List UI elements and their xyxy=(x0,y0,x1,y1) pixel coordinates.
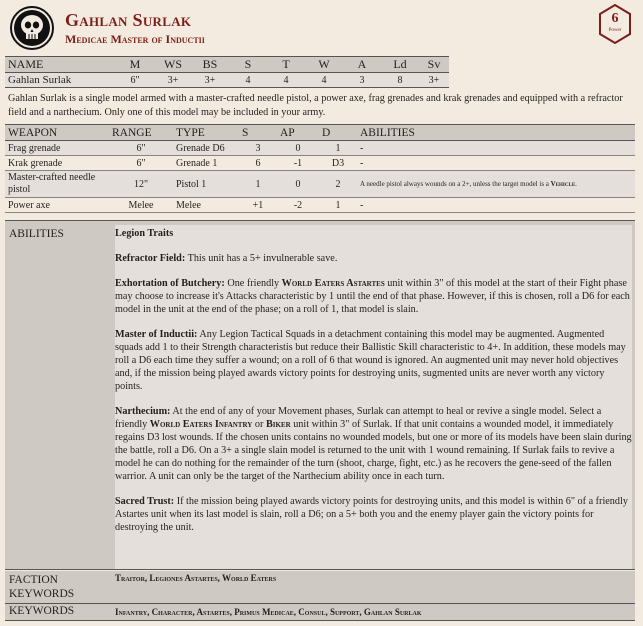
ability-master-of-inductii xyxy=(115,328,632,393)
weapon-header: ABILITIES xyxy=(357,125,635,141)
stat-value: 3+ xyxy=(155,73,191,88)
weapon-strength: 6 xyxy=(239,156,277,171)
abilities-label: ABILITIES xyxy=(9,228,64,240)
weapon-range: Melee xyxy=(109,198,173,213)
stat-header: Ld xyxy=(381,57,419,73)
weapon-row xyxy=(5,198,635,213)
keyword: Biker xyxy=(265,419,291,430)
weapon-range: 6" xyxy=(109,141,173,156)
skull-icon xyxy=(10,3,54,53)
abilities-section xyxy=(5,220,635,570)
weapon-abilities xyxy=(357,171,635,198)
unit-title: Gahlan Surlak xyxy=(65,10,192,30)
ability-refractor-field xyxy=(115,252,632,265)
stat-header: NAME xyxy=(5,57,115,73)
power-rating xyxy=(598,4,632,44)
weapon-name: Krak grenade xyxy=(5,156,109,171)
keyword: World Eaters Infantry xyxy=(149,419,253,430)
weapon-damage: 1 xyxy=(319,198,357,213)
ability-title: Sacred Trust: xyxy=(115,496,175,507)
stat-header: WS xyxy=(155,57,191,73)
stat-header: T xyxy=(267,57,305,73)
stat-value: 4 xyxy=(267,73,305,88)
power-label: Power xyxy=(608,28,622,33)
ability-text: If the mission being played awards victory points for destroying units, and this model is within 6" of a friendly Astartes unit when its last model is slain, roll a D6; on a 5+ both you and the enemy player gain the victory points for destroying the unit. xyxy=(115,496,628,533)
ability-exhortation xyxy=(115,277,632,316)
weapon-damage: D3 xyxy=(319,156,357,171)
weapon-row xyxy=(5,156,635,171)
stat-header: Sv xyxy=(419,57,449,73)
weapon-header: WEAPON xyxy=(5,125,109,141)
weapon-abilities: - xyxy=(357,198,635,213)
stat-header: M xyxy=(115,57,155,73)
stat-header-row xyxy=(5,57,449,73)
ability-text: One friendly xyxy=(224,278,282,289)
stat-row xyxy=(5,73,449,88)
weapon-abilities: - xyxy=(357,156,635,171)
weapon-header-row xyxy=(5,125,635,141)
faction-keywords-label: FACTION KEYWORDS xyxy=(9,574,75,600)
ability-text: This unit has a 5+ invulnerable save. xyxy=(185,253,338,264)
ability-text: Any Legion Tactical Squads in a detachment containing this model may be augmented. Augmented squads add 1 to their Strength characteristis but reduce their Ballistic Skill characteristic to 4+. In addition, these models may roll a D6 each time they suffer a wound; on a roll of 6 that wound is ignored. An augmented unit may never hold objectives and, if the mission being played awards victory points for destroying units, sugmented units are never worth any victory points. xyxy=(115,329,626,392)
keywords-label: KEYWORDS xyxy=(9,605,75,617)
stat-value: 4 xyxy=(305,73,343,88)
ability-title: Master of Inductii: xyxy=(115,329,198,340)
stat-value: 3 xyxy=(343,73,381,88)
weapon-range: 12" xyxy=(109,171,173,198)
stat-value: 3+ xyxy=(419,73,449,88)
stat-value: 3+ xyxy=(191,73,229,88)
weapon-header: RANGE xyxy=(109,125,173,141)
ability-narthecium xyxy=(115,405,632,483)
stat-header: S xyxy=(229,57,267,73)
weapon-ap: -1 xyxy=(277,156,319,171)
weapon-strength: 1 xyxy=(239,171,277,198)
weapon-type: Grenade 1 xyxy=(173,156,239,171)
keywords-value: Infantry, Character, Astartes, Primus Medicae, Consul, Support, Gahlan Surlak xyxy=(115,607,422,617)
stat-value: 4 xyxy=(229,73,267,88)
weapon-ap: 0 xyxy=(277,171,319,198)
weapon-range: 6" xyxy=(109,156,173,171)
ability-text: . xyxy=(575,180,577,188)
keywords-row xyxy=(5,604,635,621)
stat-value: 8 xyxy=(381,73,419,88)
weapon-row xyxy=(5,171,635,198)
weapon-row xyxy=(5,141,635,156)
ability-legion-traits xyxy=(115,227,632,240)
keyword: World Eaters Astartes xyxy=(281,278,385,289)
stat-header: BS xyxy=(191,57,229,73)
weapon-type: Grenade D6 xyxy=(173,141,239,156)
ability-title: Refractor Field: xyxy=(115,253,186,264)
weapon-header: AP xyxy=(277,125,319,141)
weapon-ap: 0 xyxy=(277,141,319,156)
stat-profile-table xyxy=(5,56,449,88)
ability-text: At the end of any of your Movement phases, Surlak can attempt to heal or revive a single model. Select a friendly xyxy=(115,406,602,430)
weapon-name: Master-crafted needle pistol xyxy=(5,171,109,198)
abilities-body xyxy=(115,225,632,569)
weapon-type: Melee xyxy=(173,198,239,213)
power-value: 6 xyxy=(611,11,619,26)
stat-value: Gahlan Surlak xyxy=(5,73,115,88)
keyword: Vehicle xyxy=(550,180,576,188)
ability-text: or xyxy=(252,419,266,430)
weapon-damage: 1 xyxy=(319,141,357,156)
weapon-type: Pistol 1 xyxy=(173,171,239,198)
weapon-damage: 2 xyxy=(319,171,357,198)
weapon-ap: -2 xyxy=(277,198,319,213)
weapon-strength: 3 xyxy=(239,141,277,156)
ability-sacred-trust xyxy=(115,495,632,534)
stat-header: A xyxy=(343,57,381,73)
weapon-header: TYPE xyxy=(173,125,239,141)
faction-keywords-row xyxy=(5,571,635,604)
ability-title: Legion Traits xyxy=(115,228,174,239)
ability-text: unit within 3" of Surlak. If that unit contains a wounded model, it immediately regains D3 lost wounds. If the chosen units contains no wounded models, but one or more of its models have been slain during the battle, roll a D6. On a 3+ a single slain model is returned to the unit with 1 wound remaining. If Surlak fails to revive a model he can do nothing for the remainder of the turn (shoot, charge, fight, etc.) as he recovers the gene-seed of the fallen warrior. A unit can only be the target of the Narthecium ability once in each turn. xyxy=(115,419,632,482)
weapon-abilities: - xyxy=(357,141,635,156)
stat-header: W xyxy=(305,57,343,73)
weapons-table xyxy=(5,124,635,213)
weapon-name: Frag grenade xyxy=(5,141,109,156)
ability-text: unit within 3" of this model at the start of their Fight phase may choose to increase it's Attacks characteristic by 1 until the end of that phase. However, if this is chosen, roll a D6 for each model in the unit at the end of the phase; on a roll of 1, that model is slain. xyxy=(115,278,630,315)
weapon-name: Power axe xyxy=(5,198,109,213)
unit-subtitle: Medicae Master of Inductii xyxy=(65,32,205,46)
ability-title: Exhortation of Butchery: xyxy=(115,278,225,289)
unit-description: Gahlan Surlak is a single model armed with a master-crafted needle pistol, a power axe, frag grenades and krak grenades and equipped with a refractor field and a narthecium. Only one of this model may be included in your army. xyxy=(8,93,623,118)
ability-title: Narthecium: xyxy=(115,406,171,417)
datasheet-header xyxy=(0,0,643,56)
weapon-strength: +1 xyxy=(239,198,277,213)
faction-keywords-value: Traitor, Legiones Astartes, World Eaters xyxy=(115,573,277,583)
stat-value: 6" xyxy=(115,73,155,88)
weapon-header: D xyxy=(319,125,357,141)
weapon-header: S xyxy=(239,125,277,141)
ability-text: A needle pistol always wounds on a 2+, unless the target model is a xyxy=(360,180,549,188)
